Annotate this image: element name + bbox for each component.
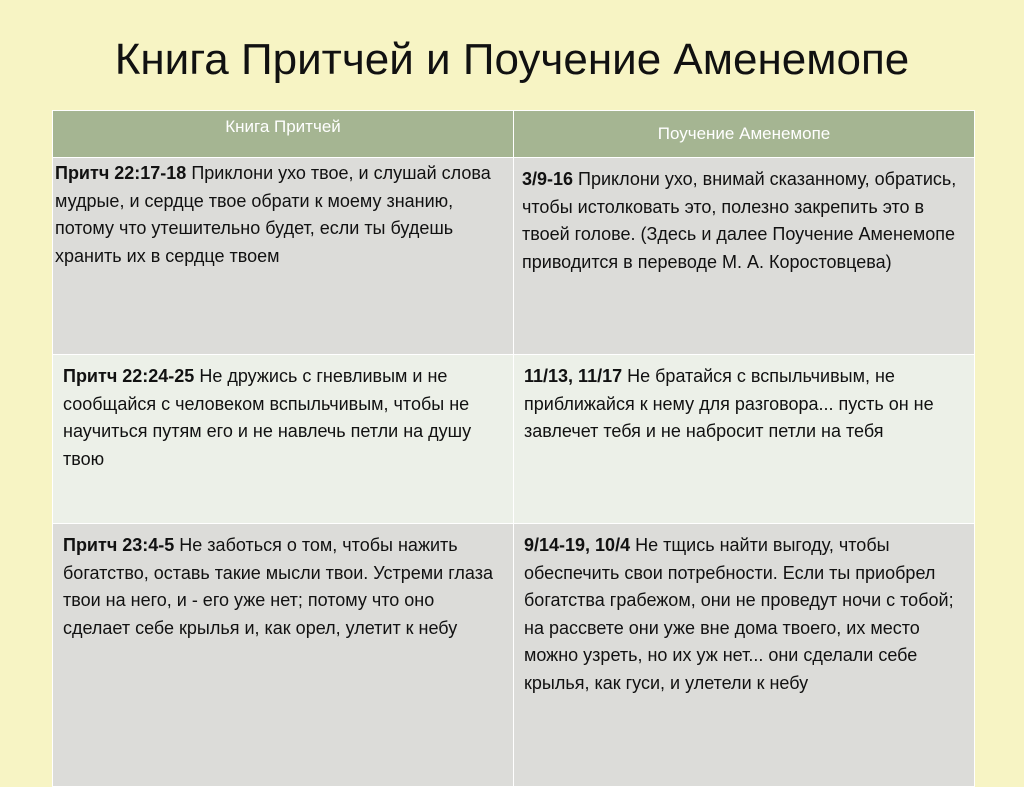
verse-text: Не братайся с вспыльчивым, не приближайся к нему для разговора... пусть он не завлечет тебя и не набросит петли на тебя: [524, 366, 934, 441]
column-header-amenemope: Поучение Аменемопе: [514, 111, 975, 158]
column-header-proverbs: Книга Притчей: [53, 111, 514, 158]
verse-reference: Притч 22:17-18: [55, 163, 187, 183]
proverbs-cell: [53, 355, 514, 524]
verse-text: Не дружись с гневливым и не сообщайся с человеком вспыльчивым, чтобы не научиться путям его и не навлечь петли на душу твою: [63, 366, 472, 469]
proverbs-cell: [53, 524, 514, 787]
verse-text: Приклони ухо, внимай сказанному, обратись, чтобы истолковать это, полезно закрепить это в твоей голове. (Здесь и далее Поучение Аменемопе приводится в переводе М. А. Коростовцева): [522, 169, 957, 272]
verse-reference: 11/13, 11/17: [524, 366, 623, 386]
verse-reference: 9/14-19, 10/4: [524, 535, 631, 555]
table-row: [53, 524, 975, 787]
verse-text: Приклони ухо твое, и слушай слова мудрые, и сердце твое обрати к моему знанию, потому что утешительно будет, если ты будешь хранить их в сердце твоем: [55, 163, 491, 266]
table-header-row: [53, 111, 975, 158]
amenemope-cell: [514, 158, 975, 355]
verse-text: Не тщись найти выгоду, чтобы обеспечить свои потребности. Если ты приобрел богатства грабежом, они не проведут ночи с тобой; на рассвете они уже вне дома твоего, их место можно узреть, но их уж нет... они сделали себе крылья, как гуси, и улетели к небу: [524, 535, 954, 693]
amenemope-cell: [514, 355, 975, 524]
verse-reference: Притч 22:24-25: [63, 366, 195, 386]
slide-title: Книга Притчей и Поучение Аменемопе: [114, 35, 910, 84]
table-row: [53, 355, 975, 524]
table-row: [53, 158, 975, 355]
verse-reference: Притч 23:4-5: [63, 535, 175, 555]
verse-reference: 3/9-16: [522, 169, 574, 189]
proverbs-cell: [53, 158, 514, 355]
amenemope-cell: [514, 524, 975, 787]
comparison-table: [52, 110, 975, 787]
verse-text: Не заботься о том, чтобы нажить богатство, оставь такие мысли твои. Устреми глаза твои на него, и - его уже нет; потому что оно сделает себе крылья и, как орел, улетит к небу: [63, 535, 493, 638]
